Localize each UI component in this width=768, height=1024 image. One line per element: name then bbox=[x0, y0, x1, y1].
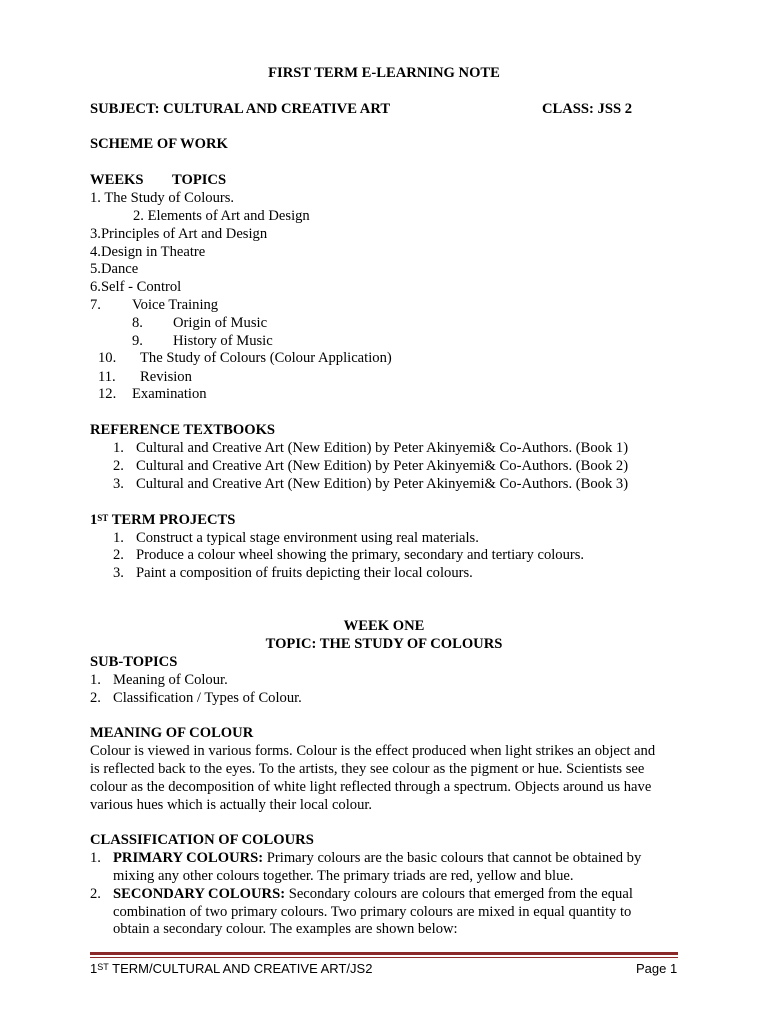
reference-number: 2. bbox=[113, 458, 124, 474]
subtopics-heading: SUB-TOPICS bbox=[90, 654, 178, 670]
subtopic-item: Classification / Types of Colour. bbox=[113, 690, 302, 706]
footer-rule-thick bbox=[90, 952, 678, 955]
projects-heading-sup: ST bbox=[97, 513, 109, 523]
scheme-item: 4.Design in Theatre bbox=[90, 244, 206, 260]
classification-text: Secondary colours are colours that emerged from the equal bbox=[285, 886, 633, 902]
scheme-item: The Study of Colours (Colour Application) bbox=[140, 350, 392, 366]
classification-text: obtain a secondary colour. The examples are shown below: bbox=[113, 921, 458, 937]
project-item: Produce a colour wheel showing the primary, secondary and tertiary colours. bbox=[136, 547, 585, 563]
project-number: 1. bbox=[113, 530, 124, 546]
scheme-item-number: 8. bbox=[132, 315, 143, 331]
scheme-item: Examination bbox=[132, 386, 207, 402]
scheme-item-number: 9. bbox=[132, 333, 143, 349]
footer-rule-thin bbox=[90, 957, 678, 958]
topic-heading: TOPIC: THE STUDY OF COLOURS bbox=[265, 636, 503, 652]
topics-label: TOPICS bbox=[172, 172, 227, 188]
classification-term: SECONDARY COLOURS: bbox=[113, 886, 286, 902]
reference-number: 1. bbox=[113, 440, 124, 456]
document-title: FIRST TERM E-LEARNING NOTE bbox=[268, 65, 500, 81]
scheme-heading: SCHEME OF WORK bbox=[90, 136, 228, 152]
scheme-item: History of Music bbox=[173, 333, 273, 349]
classification-number: 2. bbox=[90, 886, 101, 902]
footer-term-number: 1 bbox=[90, 961, 98, 976]
subject-line: SUBJECT: CULTURAL AND CREATIVE ART bbox=[90, 101, 391, 117]
classification-heading: CLASSIFICATION OF COLOURS bbox=[90, 832, 314, 848]
projects-heading-text: TERM PROJECTS bbox=[108, 512, 236, 528]
scheme-item: Revision bbox=[140, 369, 192, 385]
scheme-item-number: 12. bbox=[98, 386, 117, 402]
scheme-item: Origin of Music bbox=[173, 315, 268, 331]
meaning-line: colour as the decomposition of white light reflected through a spectrum. Objects around us have bbox=[90, 779, 652, 795]
page-number: Page 1 bbox=[636, 961, 678, 976]
classification-item-primary bbox=[113, 849, 641, 867]
footer-left bbox=[90, 960, 372, 978]
scheme-item: Voice Training bbox=[132, 297, 219, 313]
classification-number: 1. bbox=[90, 850, 101, 866]
footer-term-text: TERM/CULTURAL AND CREATIVE ART/JS2 bbox=[108, 961, 373, 976]
references-heading: REFERENCE TEXTBOOKS bbox=[90, 422, 276, 438]
subtopic-number: 1. bbox=[90, 672, 101, 688]
scheme-item-number: 7. bbox=[90, 297, 101, 313]
meaning-line: is reflected back to the eyes. To the artists, they see colour as the pigment or hue. Scientists see bbox=[90, 761, 645, 777]
project-item: Paint a composition of fruits depicting their local colours. bbox=[136, 565, 473, 581]
classification-text: mixing any other colours together. The primary triads are red, yellow and blue. bbox=[113, 868, 574, 884]
project-number: 2. bbox=[113, 547, 124, 563]
reference-item: Cultural and Creative Art (New Edition) by Peter Akinyemi& Co-Authors. (Book 3) bbox=[136, 476, 629, 492]
classification-item-secondary bbox=[113, 885, 633, 903]
subtopic-number: 2. bbox=[90, 690, 101, 706]
meaning-heading: MEANING OF COLOUR bbox=[90, 725, 254, 741]
scheme-item-number: 10. bbox=[98, 350, 117, 366]
project-number: 3. bbox=[113, 565, 124, 581]
classification-term: PRIMARY COLOURS: bbox=[113, 850, 264, 866]
scheme-item: 2. Elements of Art and Design bbox=[133, 208, 310, 224]
class-line: CLASS: JSS 2 bbox=[542, 101, 633, 117]
reference-number: 3. bbox=[113, 476, 124, 492]
reference-item: Cultural and Creative Art (New Edition) by Peter Akinyemi& Co-Authors. (Book 2) bbox=[136, 458, 629, 474]
projects-heading bbox=[90, 511, 235, 529]
meaning-line: various hues which is actually their local colour. bbox=[90, 797, 373, 813]
week-heading: WEEK ONE bbox=[343, 618, 425, 634]
scheme-item: 3.Principles of Art and Design bbox=[90, 226, 268, 242]
scheme-item: 5.Dance bbox=[90, 261, 139, 277]
reference-item: Cultural and Creative Art (New Edition) by Peter Akinyemi& Co-Authors. (Book 1) bbox=[136, 440, 629, 456]
classification-text: Primary colours are the basic colours that cannot be obtained by bbox=[263, 850, 642, 866]
footer-term-sup: ST bbox=[97, 962, 109, 972]
scheme-item: 1. The Study of Colours. bbox=[90, 190, 235, 206]
meaning-line: Colour is viewed in various forms. Colour is the effect produced when light strikes an object and bbox=[90, 743, 656, 759]
project-item: Construct a typical stage environment using real materials. bbox=[136, 530, 479, 546]
classification-text: combination of two primary colours. Two primary colours are mixed in equal quantity to bbox=[113, 904, 632, 920]
subtopic-item: Meaning of Colour. bbox=[113, 672, 228, 688]
weeks-label: WEEKS bbox=[90, 172, 144, 188]
projects-heading-number: 1 bbox=[90, 512, 98, 528]
scheme-item: 6.Self - Control bbox=[90, 279, 182, 295]
scheme-item-number: 11. bbox=[98, 369, 116, 385]
